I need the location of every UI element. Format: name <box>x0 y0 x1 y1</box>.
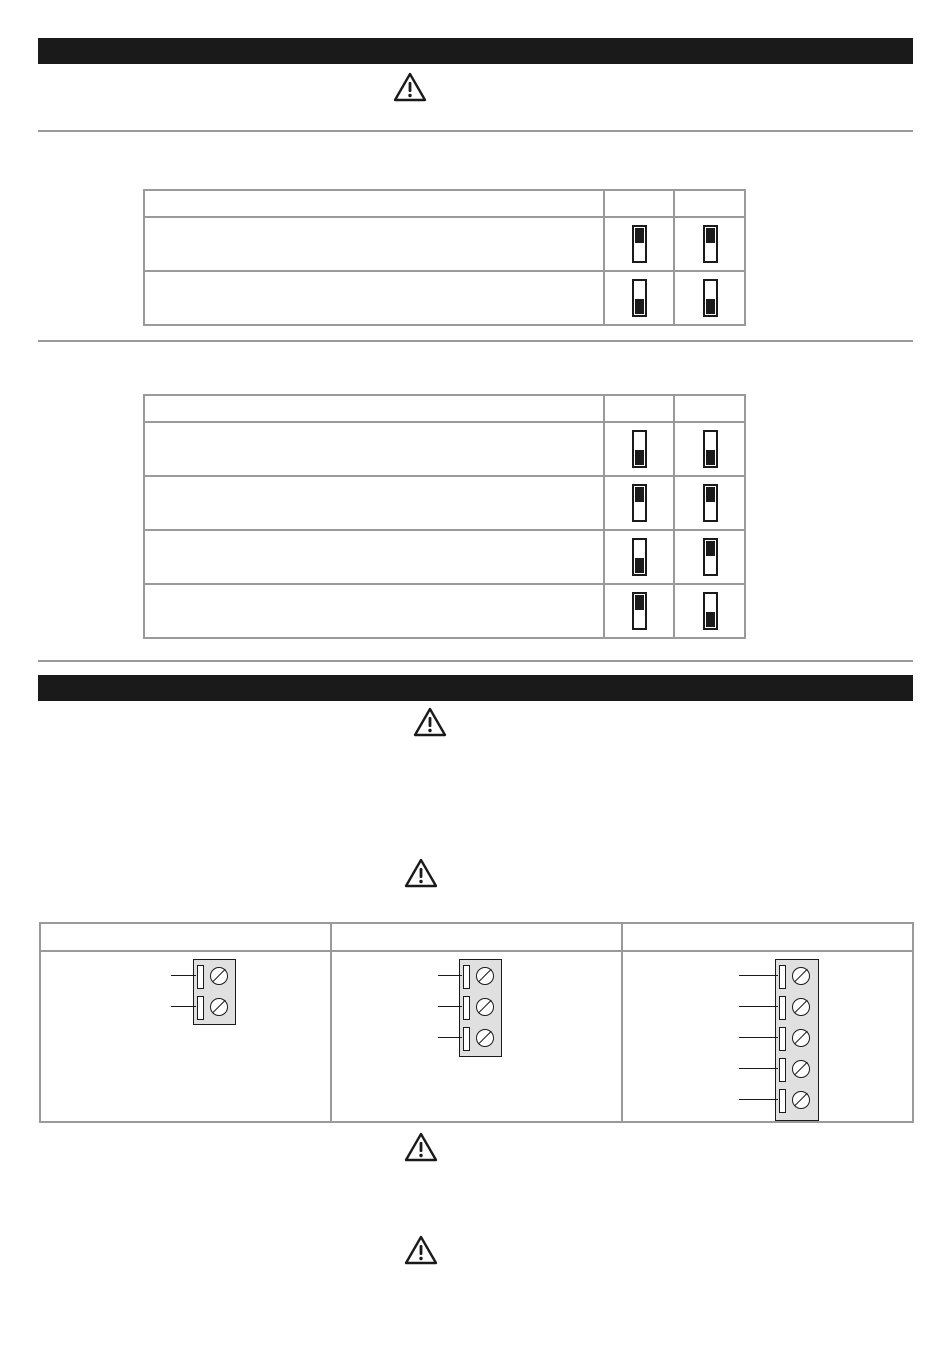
dip-switch-table-2 <box>143 394 746 639</box>
dip-switch-table-1 <box>143 189 746 326</box>
screw-terminal-icon <box>792 1029 810 1047</box>
table-row <box>144 271 745 325</box>
table-label-cell <box>144 271 604 325</box>
table-header-cell <box>674 190 745 217</box>
screw-terminal-icon <box>792 1091 810 1109</box>
table-label-cell <box>144 217 604 271</box>
terminal-table <box>39 922 914 1123</box>
table-header-cell <box>604 395 674 422</box>
wire <box>739 975 778 976</box>
dip-switch-down-icon <box>632 538 647 576</box>
dip-switch-up-icon <box>703 225 718 263</box>
table-label-cell <box>144 476 604 530</box>
divider <box>38 660 913 662</box>
wire <box>438 1037 462 1038</box>
table-label-cell <box>144 422 604 476</box>
wire <box>171 1006 196 1007</box>
dip-switch-up-icon <box>632 225 647 263</box>
terminal-block-5 <box>775 959 819 1121</box>
screw-terminal-icon <box>792 967 810 985</box>
table-row <box>144 530 745 584</box>
section-header-bar <box>38 38 913 64</box>
screw-terminal-icon <box>476 1029 494 1047</box>
table-row <box>144 217 745 271</box>
table-row <box>144 584 745 638</box>
table-header-cell <box>674 395 745 422</box>
table-header-cell <box>40 923 331 951</box>
wire <box>438 975 462 976</box>
terminal-block-2 <box>193 959 236 1025</box>
table-label-cell <box>144 584 604 638</box>
wire <box>739 1099 778 1100</box>
warning-triangle-icon <box>404 1235 438 1265</box>
dip-switch-up-icon <box>632 592 647 630</box>
wire <box>739 1068 778 1069</box>
table-header-cell <box>604 190 674 217</box>
dip-switch-up-icon <box>703 538 718 576</box>
warning-triangle-icon <box>413 707 447 737</box>
divider <box>38 130 913 132</box>
wire <box>739 1006 778 1007</box>
dip-switch-down-icon <box>703 430 718 468</box>
screw-terminal-icon <box>210 998 228 1016</box>
table-header-cell <box>331 923 622 951</box>
wire <box>739 1037 778 1038</box>
table-row <box>144 422 745 476</box>
screw-terminal-icon <box>476 998 494 1016</box>
terminal-block-3 <box>459 959 502 1057</box>
screw-terminal-icon <box>476 967 494 985</box>
table-header-cell <box>144 395 604 422</box>
divider <box>38 340 913 342</box>
screw-terminal-icon <box>792 998 810 1016</box>
dip-switch-up-icon <box>703 484 718 522</box>
dip-switch-up-icon <box>632 484 647 522</box>
section-header-bar <box>38 675 913 701</box>
table-row <box>144 476 745 530</box>
wire <box>438 1006 462 1007</box>
warning-triangle-icon <box>393 72 427 102</box>
table-header-cell <box>144 190 604 217</box>
table-label-cell <box>144 530 604 584</box>
screw-terminal-icon <box>210 967 228 985</box>
warning-triangle-icon <box>404 1132 438 1162</box>
screw-terminal-icon <box>792 1060 810 1078</box>
wire <box>171 975 196 976</box>
dip-switch-down-icon <box>703 279 718 317</box>
dip-switch-down-icon <box>632 279 647 317</box>
table-header-cell <box>622 923 913 951</box>
warning-triangle-icon <box>404 858 438 888</box>
dip-switch-down-icon <box>703 592 718 630</box>
dip-switch-down-icon <box>632 430 647 468</box>
